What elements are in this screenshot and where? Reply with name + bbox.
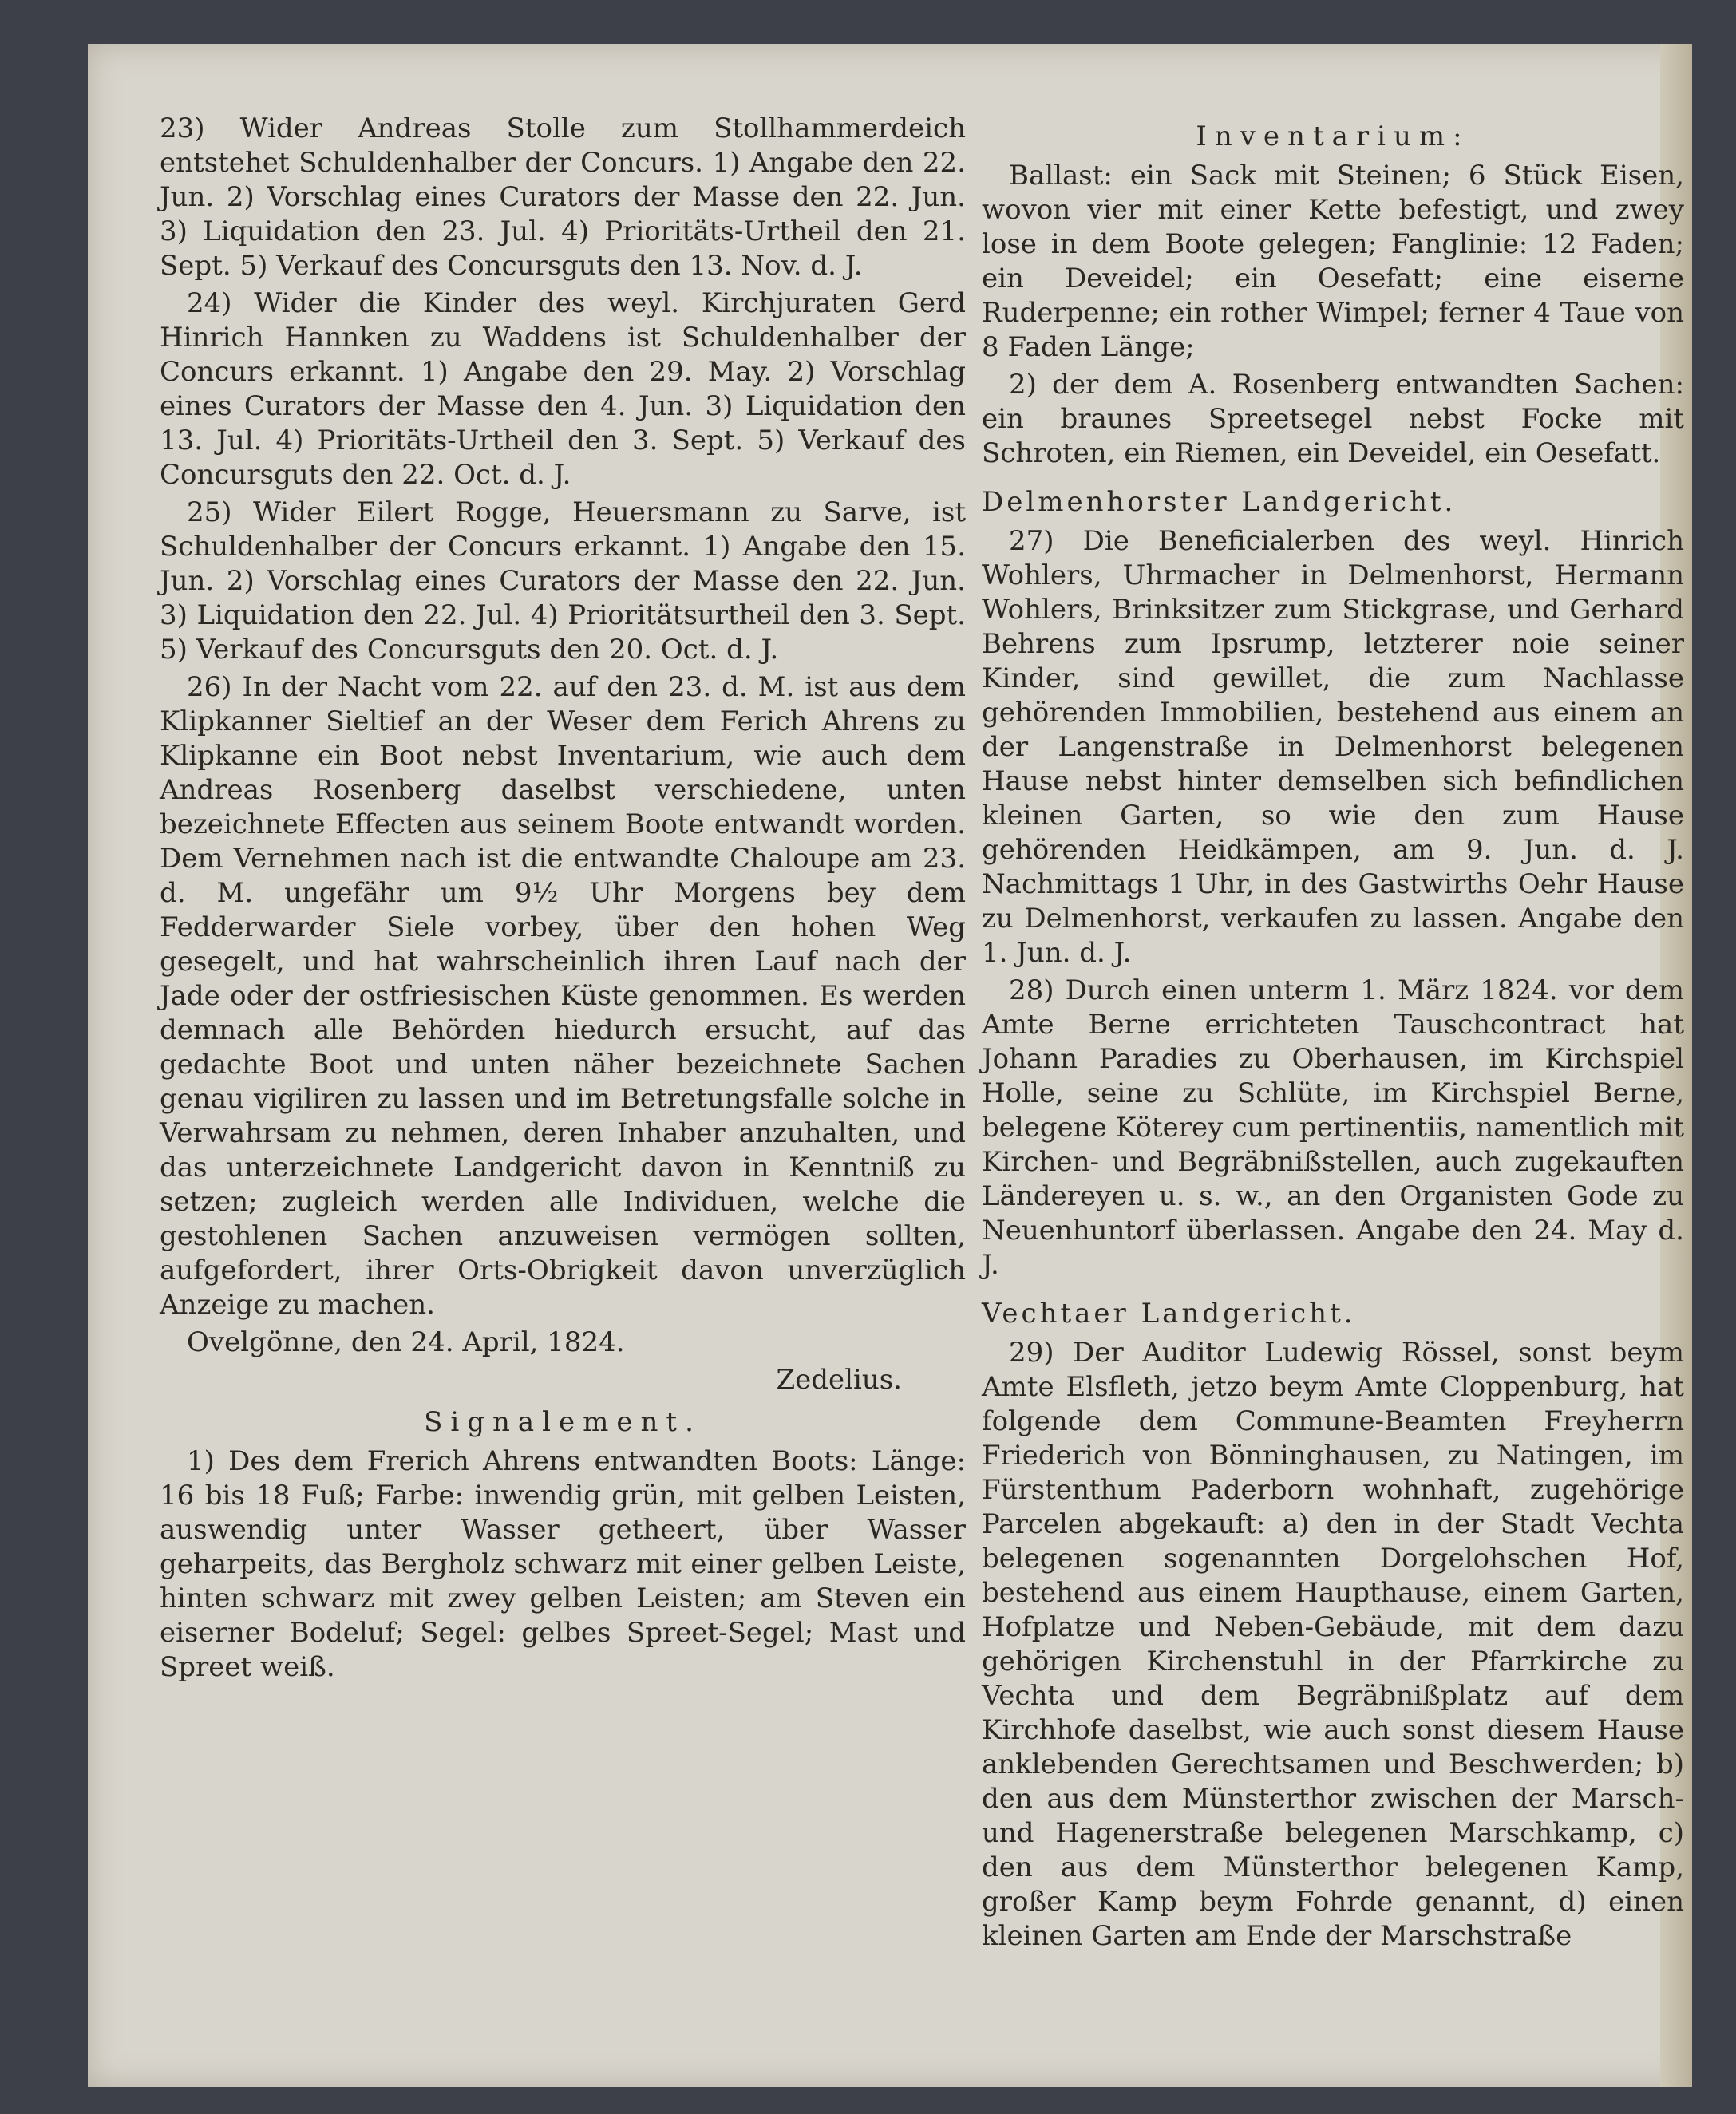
delmenhorst-heading: Delmenhorster Landgericht. — [982, 486, 1457, 518]
left-column — [160, 112, 966, 1688]
notice-24: 24) Wider die Kinder des weyl. Kirchjuraten Gerd Hinrich Hannken zu Waddens ist Schuldenhalber der Concurs erkannt. 1) Angabe den 29. May. 2) Vorschlag eines Curators der Masse den 4. Jun. 3) Liquidation den 13. Jul. 4) Prioritäts-Urtheil den 3. Sept. 5) Verkauf des Concursguts den 22. Oct. d. J. — [160, 287, 966, 491]
inventarium-heading: Inventarium: — [1196, 121, 1470, 152]
vechta-heading: Vechtaer Landgericht. — [982, 1298, 1356, 1330]
signature: Zedelius. — [776, 1364, 902, 1396]
inventarium-2: 2) der dem A. Rosenberg entwandten Sachen: ein braunes Spreetsegel nebst Focke mit Schroten, ein Riemen, ein Deveidel, ein Oesefatt. — [982, 369, 1684, 469]
notice-23: 23) Wider Andreas Stolle zum Stollhammerdeich entstehet Schuldenhalber der Concurs. 1) Angabe den 22. Jun. 2) Vorschlag eines Curators der Masse den 22. Jun. 3) Liquidation den 23. Jul. 4) Prioritäts-Urtheil den 21. Sept. 5) Verkauf des Concursguts den 13. Nov. d. J. — [160, 113, 966, 282]
signalement-1: 1) Des dem Frerich Ahrens entwandten Boots: Länge: 16 bis 18 Fuß; Farbe: inwendig grün, mit gelben Leisten, auswendig unter Wasser getheert, über Wasser geharpeits, das Bergholz schwarz mit einer gelben Leiste, hinten schwarz mit zwey gelben Leisten; am Steven ein eiserner Bodeluf; Segel: gelbes Spreet-Segel; Mast und Spreet weiß. — [160, 1445, 966, 1683]
inventarium-1: Ballast: ein Sack mit Steinen; 6 Stück Eisen, wovon vier mit einer Kette befestigt, und zwey lose in dem Boote gelegen; Fanglinie: 12 Faden; ein Deveidel; ein Oesefatt; eine eiserne Ruderpenne; ein rother Wimpel; ferner 4 Taue von 8 Faden Länge; — [982, 160, 1684, 363]
right-column — [982, 112, 1684, 1957]
notice-27: 27) Die Beneficialerben des weyl. Hinrich Wohlers, Uhrmacher in Delmenhorst, Hermann Wohlers, Brinksitzer zum Stickgrase, und Gerhard Behrens zum Ipsrump, letzterer noie seiner Kinder, sind gewillet, die zum Nachlasse gehörenden Immobilien, bestehend aus einem an der Langenstraße in Delmenhorst belegenen Hause nebst hinter demselben sich befindlichen kleinen Garten, so wie den zum Hause gehörenden Heidkämpen, am 9. Jun. d. J. Nachmittags 1 Uhr, in des Gastwirths Oehr Hause zu Delmenhorst, verkaufen zu lassen. Angabe den 1. Jun. d. J. — [982, 525, 1684, 969]
notice-25: 25) Wider Eilert Rogge, Heuersmann zu Sarve, ist Schuldenhalber der Concurs erkannt. 1) Angabe den 15. Jun. 2) Vorschlag eines Curators der Masse den 22. Jun. 3) Liquidation den 22. Jul. 4) Prioritätsurtheil den 3. Sept. 5) Verkauf des Concursguts den 20. Oct. d. J. — [160, 496, 966, 666]
signalement-heading: Signalement. — [424, 1406, 702, 1438]
notice-28: 28) Durch einen unterm 1. März 1824. vor dem Amte Berne errichteten Tauschcontract hat Johann Paradies zu Oberhausen, im Kirchspiel Holle, seine zu Schlüte, im Kirchspiel Berne, belegene Köterey cum pertinentiis, namentlich mit Kirchen- und Begräbnißstellen, auch zugekauften Ländereyen u. s. w., an den Organisten Gode zu Neuenhuntorf überlassen. Angabe den 24. May d. J. — [982, 974, 1684, 1281]
notice-26: 26) In der Nacht vom 22. auf den 23. d. M. ist aus dem Klipkanner Sieltief an der Weser dem Ferich Ahrens zu Klipkanne ein Boot nebst Inventarium, wie auch dem Andreas Rosenberg daselbst verschiedene, unten bezeichnete Effecten aus seinem Boote entwandt worden. Dem Vernehmen nach ist die entwandte Chaloupe am 23. d. M. ungefähr um 9½ Uhr Morgens bey dem Fedderwarder Siele vorbey, über den hohen Weg gesegelt, und hat wahrscheinlich ihren Lauf nach der Jade oder der ostfriesischen Küste genommen. Es werden demnach alle Behörden hiedurch ersucht, auf das gedachte Boot und unten näher bezeichnete Sachen genau vigiliren zu lassen und im Betretungsfalle solche in Verwahrsam zu nehmen, deren Inhaber anzuhalten, und das unterzeichnete Landgericht davon in Kenntniß zu setzen; zugleich werden alle Individuen, welche die gestohlenen Sachen anzuweisen vermögen sollten, aufgefordert, ihrer Orts-Obrigkeit davon unverzüglich Anzeige zu machen. — [160, 671, 966, 1321]
place-date: Ovelgönne, den 24. April, 1824. — [187, 1326, 625, 1358]
notice-29: 29) Der Auditor Ludewig Rössel, sonst beym Amte Elsfleth, jetzo beym Amte Cloppenburg, hat folgende dem Commune-Beamten Freyherrn Friederich von Bönninghausen, zu Natingen, im Fürstenthum Paderborn wohnhaft, zugehörige Parcelen abgekauft: a) den in der Stadt Vechta belegenen sogenannten Dorgelohschen Hof, bestehend aus einem Haupthause, einem Garten, Hofplatze und Neben-Gebäude, mit dem dazu gehörigen Kirchenstuhl in der Pfarrkirche zu Vechta und dem Begräbnißplatz auf dem Kirchhofe daselbst, wie auch sonst diesem Hause anklebenden Gerechtsamen und Beschwerden; b) den aus dem Münsterthor zwischen der Marsch- und Hagenerstraße belegenen Marschkamp, c) den aus dem Münsterthor belegenen Kamp, großer Kamp beym Fohrde genannt, d) einen kleinen Garten am Ende der Marschstraße — [982, 1337, 1684, 1952]
